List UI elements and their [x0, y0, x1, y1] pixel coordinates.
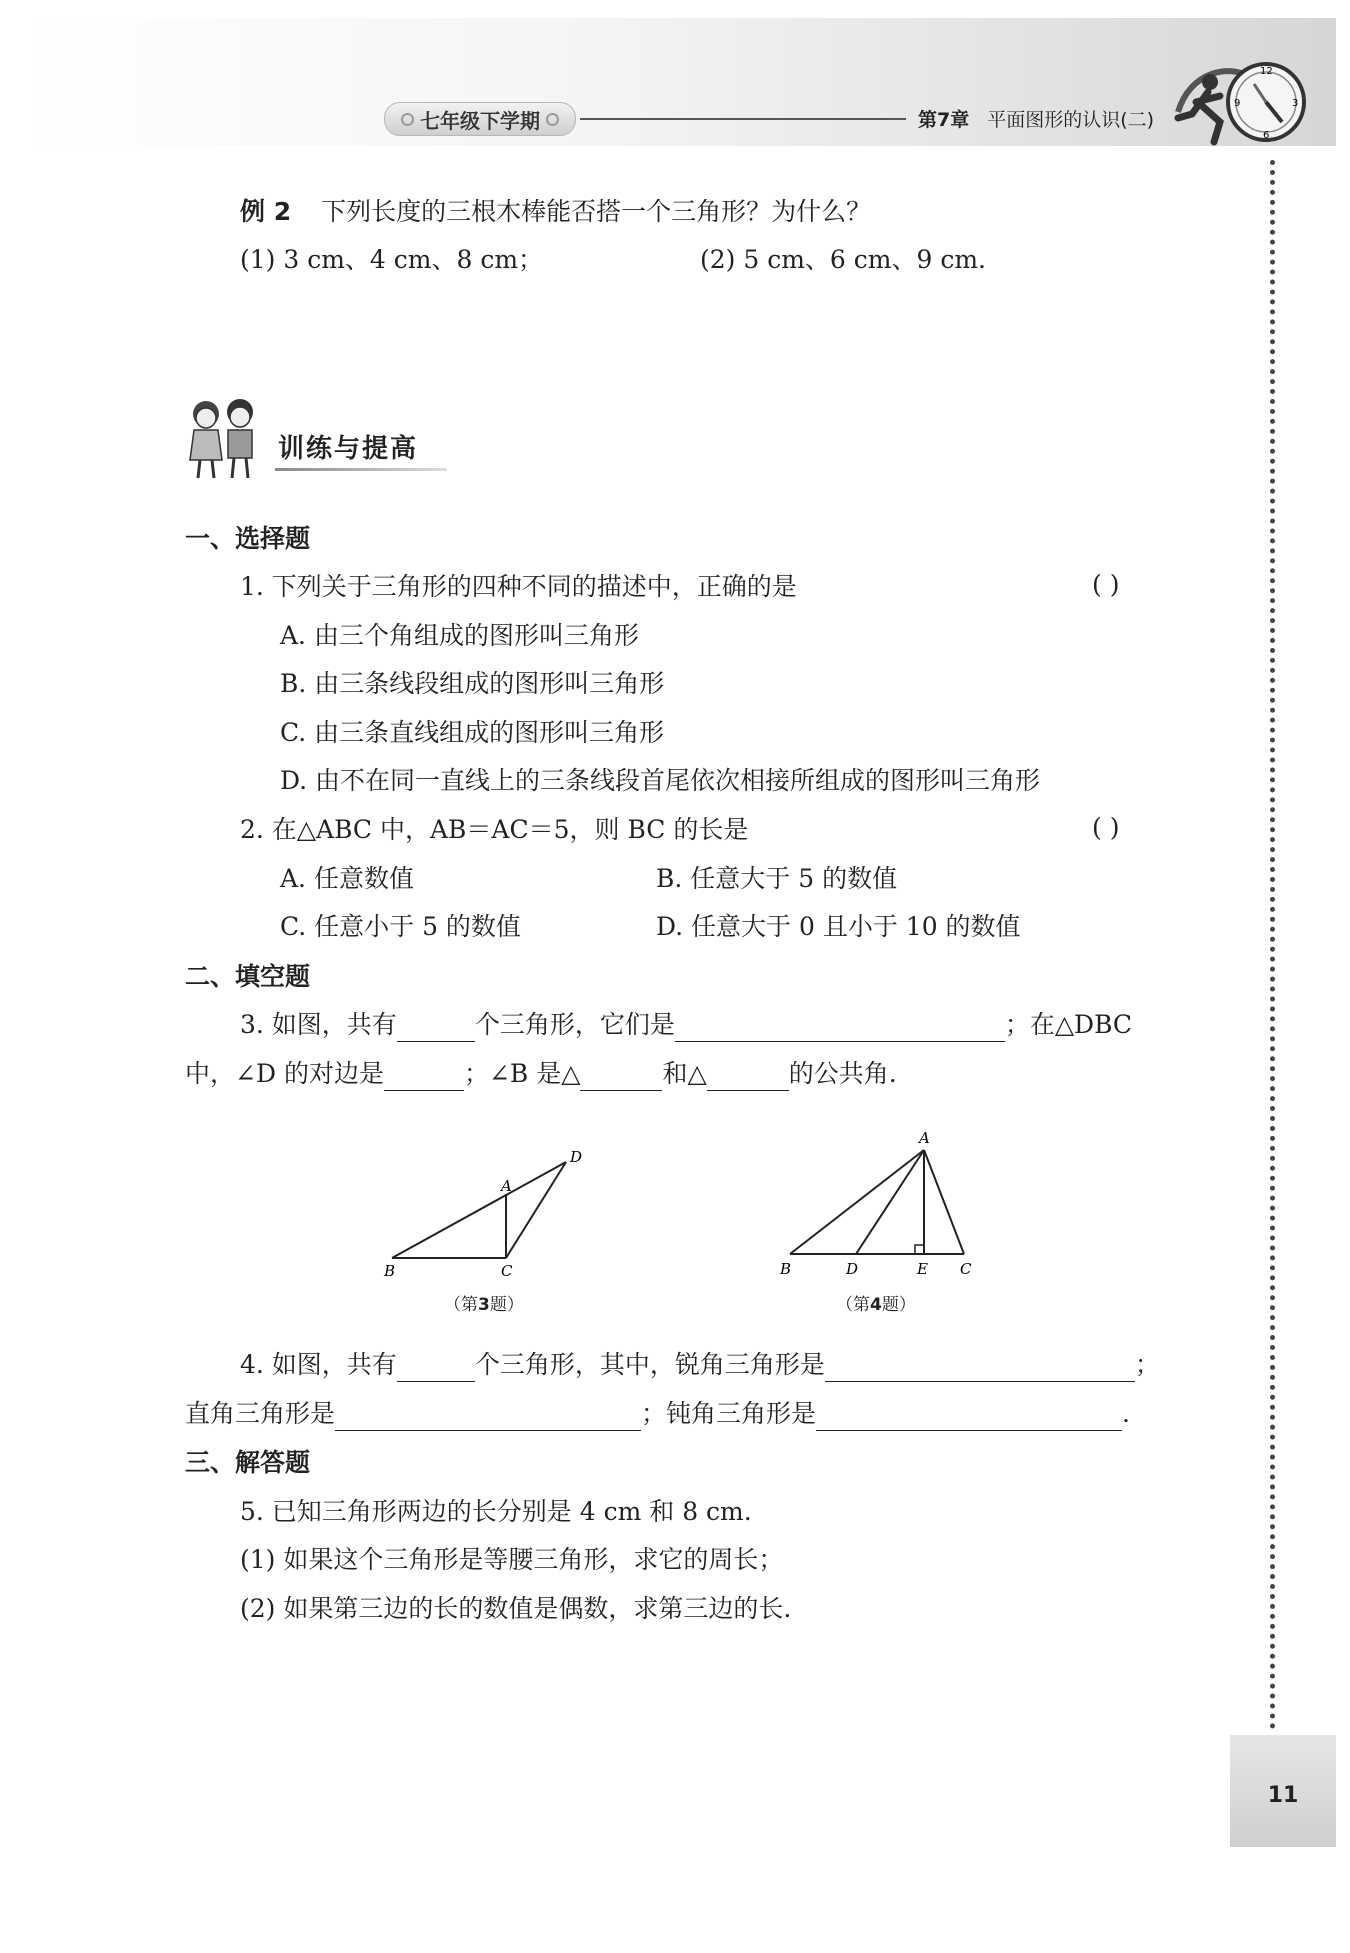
q2-option-b: B. 任意大于 5 的数值 — [656, 864, 898, 893]
fig4-caption-post: 题） — [881, 1295, 916, 1315]
grade-label — [384, 102, 576, 136]
figure-4-caption — [836, 1290, 916, 1315]
q4-text-b: 个三角形，其中，锐角三角形是 — [474, 1350, 825, 1379]
chapter-title: 平面图形的认识(二) — [987, 108, 1155, 131]
answer-parenthesis-2: ( ) — [1092, 813, 1120, 842]
example-label: 例 2 — [240, 197, 292, 226]
page-number: 11 — [1267, 1782, 1299, 1808]
q3-text-a: 3. 如图，共有 — [240, 1010, 397, 1039]
answer-parenthesis-1: ( ) — [1092, 570, 1120, 599]
fig3-label-a: A — [501, 1177, 512, 1195]
fig3-label-b: B — [384, 1262, 396, 1280]
fig4-caption-pre: （第 — [836, 1295, 870, 1315]
q3-text-d: 中，∠D 的对边是 — [185, 1059, 384, 1088]
q2-option-a: A. 任意数值 — [280, 864, 414, 893]
example-line — [240, 195, 871, 229]
question-4-line2 — [185, 1397, 1130, 1431]
fig3-caption-pre: （第 — [444, 1295, 478, 1315]
fig4-label-b: B — [780, 1260, 792, 1278]
q4-text-a: 4. 如图，共有 — [240, 1350, 397, 1379]
svg-text:6: 6 — [1263, 130, 1270, 141]
example-question: 下列长度的三根木棒能否搭一个三角形？为什么？ — [321, 197, 872, 226]
question-2-stem: 2. 在△ABC 中，AB＝AC＝5，则 BC 的长是 — [240, 815, 749, 844]
question-4-line1 — [240, 1348, 1160, 1382]
fig4-caption-num: 4 — [870, 1295, 882, 1315]
example-part2: (2) 5 cm、6 cm、9 cm. — [700, 245, 986, 274]
header-divider — [580, 118, 906, 120]
section-title-choice: 一、选择题 — [185, 524, 311, 553]
pill-dot-icon — [401, 113, 414, 126]
q1-option-b: B. 由三条线段组成的图形叫三角形 — [280, 669, 665, 698]
banner-underline — [275, 468, 447, 471]
question-5-sub1: (1) 如果这个三角形是等腰三角形，求它的周长； — [240, 1545, 784, 1574]
q4-text-e: ；钝角三角形是 — [641, 1399, 817, 1428]
section-banner-title: 训练与提高 — [278, 434, 419, 464]
chapter-heading — [918, 102, 1154, 134]
page-number-box — [1230, 1735, 1336, 1847]
q2-option-d: D. 任意大于 0 且小于 10 的数值 — [656, 912, 1021, 941]
svg-text:9: 9 — [1234, 98, 1241, 109]
q4-blank-obtuse[interactable] — [816, 1404, 1122, 1431]
fig3-caption-num: 3 — [478, 1295, 490, 1315]
q4-text-c: ； — [1134, 1350, 1160, 1379]
fig4-label-a: A — [919, 1129, 930, 1147]
side-dotted-line — [1270, 160, 1275, 1730]
svg-text:12: 12 — [1260, 66, 1273, 77]
q3-blank-triangles[interactable] — [675, 1015, 1005, 1042]
pill-dot-icon — [546, 113, 559, 126]
q3-blank-triangle-1[interactable] — [580, 1064, 662, 1091]
chapter-number: 第7章 — [918, 108, 970, 131]
q3-text-e: ；∠B 是△ — [463, 1059, 581, 1088]
q2-option-c: C. 任意小于 5 的数值 — [280, 912, 521, 941]
q3-blank-opposite-side[interactable] — [384, 1064, 464, 1091]
q3-blank-count[interactable] — [397, 1015, 475, 1042]
fig4-label-c: C — [960, 1260, 972, 1278]
q3-text-g: 的公共角. — [788, 1059, 897, 1088]
section-title-fill: 二、填空题 — [185, 962, 311, 991]
grade-text: 七年级下学期 — [420, 108, 540, 133]
q1-option-c: C. 由三条直线组成的图形叫三角形 — [280, 718, 665, 747]
fig4-label-d: D — [846, 1260, 859, 1278]
q3-text-b: 个三角形，它们是 — [474, 1010, 675, 1039]
example-part1: (1) 3 cm、4 cm、8 cm； — [240, 245, 544, 274]
q3-text-c: ；在△DBC — [1004, 1010, 1133, 1039]
q4-text-d: 直角三角形是 — [185, 1399, 336, 1428]
svg-text:3: 3 — [1292, 98, 1299, 109]
question-3-line1 — [240, 1008, 1132, 1042]
q4-blank-right[interactable] — [335, 1404, 641, 1431]
figure-4 — [776, 1128, 996, 1280]
question-5-stem: 5. 已知三角形两边的长分别是 4 cm 和 8 cm. — [240, 1497, 752, 1526]
question-1-stem: 1. 下列关于三角形的四种不同的描述中，正确的是 — [240, 572, 797, 601]
q1-option-a: A. 由三个角组成的图形叫三角形 — [280, 621, 639, 650]
fig3-caption-post: 题） — [489, 1295, 524, 1315]
q4-blank-count[interactable] — [397, 1355, 475, 1382]
fig3-label-c: C — [501, 1262, 513, 1280]
section-title-answer: 三、解答题 — [185, 1448, 311, 1477]
fig3-label-d: D — [570, 1148, 583, 1166]
q4-text-f: . — [1122, 1399, 1130, 1428]
figure-3 — [380, 1140, 600, 1280]
question-3-line2 — [185, 1057, 897, 1091]
q1-option-d: D. 由不在同一直线上的三条线段首尾依次相接所组成的图形叫三角形 — [280, 766, 1041, 795]
q3-blank-triangle-2[interactable] — [707, 1064, 789, 1091]
runner-compass-icon — [1170, 52, 1310, 148]
figure-3-caption — [444, 1290, 524, 1315]
question-5-sub2: (2) 如果第三边的长的数值是偶数，求第三边的长. — [240, 1594, 792, 1623]
q4-blank-acute[interactable] — [825, 1355, 1135, 1382]
fig4-label-e: E — [917, 1260, 928, 1278]
q3-text-f: 和△ — [662, 1059, 707, 1088]
